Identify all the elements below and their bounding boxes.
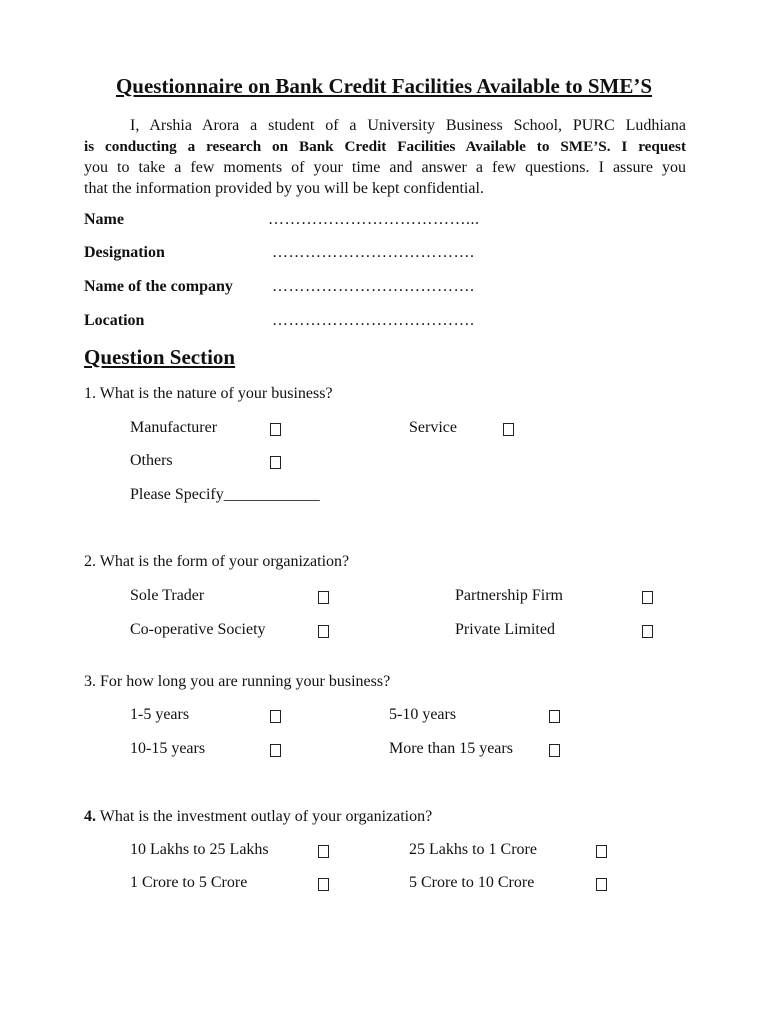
option-cooperative-society-checkbox[interactable] <box>318 625 329 638</box>
option-10-25-lakhs-checkbox[interactable] <box>318 845 329 858</box>
designation-field[interactable]: ………………………………. <box>272 244 475 261</box>
question-3: 3. For how long you are running your business? <box>84 673 391 690</box>
intro-line-4: that the information provided by you will be kept confidential. <box>84 180 484 197</box>
intro-line-2: is conducting a research on Bank Credit Facilities Available to SME’S. I request <box>84 138 686 155</box>
please-specify-field[interactable]: Please Specify____________ <box>130 486 320 503</box>
question-4-number: 4. <box>84 808 96 825</box>
option-others-label: Others <box>130 452 173 469</box>
company-name-field[interactable]: ………………………………. <box>272 278 475 295</box>
designation-label: Designation <box>84 244 165 261</box>
company-name-label: Name of the company <box>84 278 233 295</box>
option-partnership-firm-checkbox[interactable] <box>642 591 653 604</box>
name-label: Name <box>84 211 124 228</box>
option-10-25-lakhs-label: 10 Lakhs to 25 Lakhs <box>130 841 269 858</box>
option-25-lakhs-1-crore-label: 25 Lakhs to 1 Crore <box>409 841 537 858</box>
option-manufacturer-label: Manufacturer <box>130 419 218 436</box>
question-4 <box>84 808 432 826</box>
option-partnership-firm-label: Partnership Firm <box>455 587 563 604</box>
option-more-than-15-years-label: More than 15 years <box>389 740 513 757</box>
option-service-label: Service <box>409 419 457 436</box>
option-25-lakhs-1-crore-checkbox[interactable] <box>596 845 607 858</box>
intro-line-1: I, Arshia Arora a student of a University Business School, PURC Ludhiana <box>130 117 686 134</box>
option-manufacturer-checkbox[interactable] <box>270 423 281 436</box>
question-4-text: What is the investment outlay of your organization? <box>96 808 433 825</box>
option-5-10-crore-checkbox[interactable] <box>596 878 607 891</box>
option-cooperative-society-label: Co-operative Society <box>130 621 266 638</box>
option-1-5-years-label: 1-5 years <box>130 706 190 723</box>
document-title: Questionnaire on Bank Credit Facilities Available to SME’S <box>115 74 653 98</box>
location-label: Location <box>84 312 145 329</box>
option-1-5-years-checkbox[interactable] <box>270 710 281 723</box>
option-5-10-crore-label: 5 Crore to 10 Crore <box>409 874 535 891</box>
option-10-15-years-label: 10-15 years <box>130 740 206 757</box>
option-more-than-15-years-checkbox[interactable] <box>549 744 560 757</box>
option-private-limited-label: Private Limited <box>455 621 555 638</box>
option-5-10-years-label: 5-10 years <box>389 706 457 723</box>
option-sole-trader-checkbox[interactable] <box>318 591 329 604</box>
question-2: 2. What is the form of your organization? <box>84 553 350 570</box>
question-section-heading: Question Section <box>84 345 236 369</box>
option-private-limited-checkbox[interactable] <box>642 625 653 638</box>
option-sole-trader-label: Sole Trader <box>130 587 205 604</box>
option-others-checkbox[interactable] <box>270 456 281 469</box>
option-10-15-years-checkbox[interactable] <box>270 744 281 757</box>
option-service-checkbox[interactable] <box>503 423 514 436</box>
option-5-10-years-checkbox[interactable] <box>549 710 560 723</box>
option-1-5-crore-label: 1 Crore to 5 Crore <box>130 874 248 891</box>
location-field[interactable]: ………………………………. <box>272 312 475 329</box>
question-1: 1. What is the nature of your business? <box>84 385 333 402</box>
name-field[interactable]: ………………………………... <box>268 211 480 228</box>
intro-paragraph <box>84 115 686 199</box>
intro-line-3: you to take a few moments of your time and answer a few questions. I assure you <box>84 159 686 176</box>
option-1-5-crore-checkbox[interactable] <box>318 878 329 891</box>
